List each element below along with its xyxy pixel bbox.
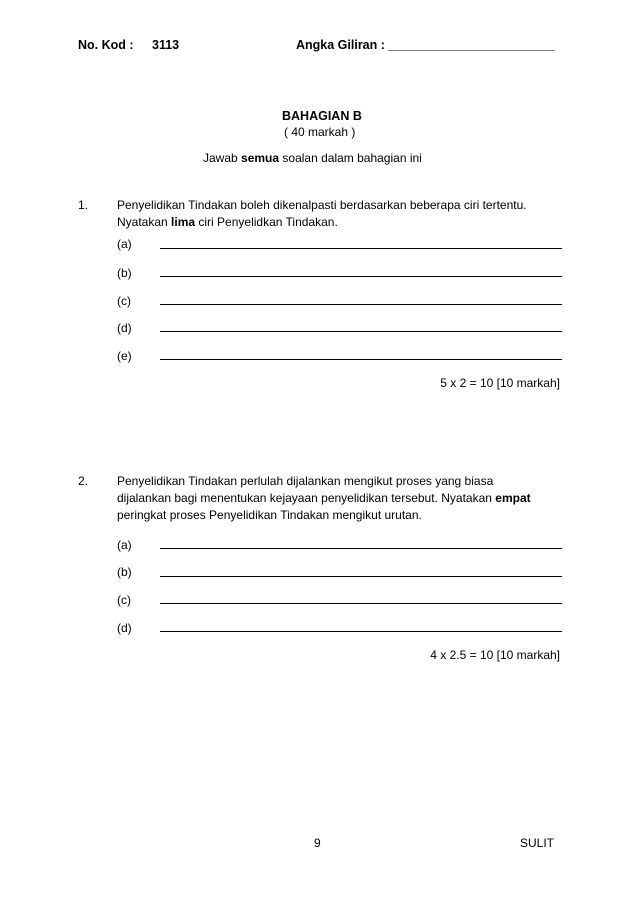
section-instruction [203,151,422,165]
section-title: BAHAGIAN B [282,109,362,123]
question-2-emphasis: empat [495,491,531,505]
angka-giliran-blank: ________________________ [388,38,555,52]
q1-item-label-c: (c) [117,294,131,308]
question-1-text [117,197,527,231]
q2-mark-scheme: 4 x 2.5 = 10 [10 markah] [430,648,560,662]
question-2-line-1: Penyelidikan Tindakan perlulah dijalankan mengikut proses yang biasa [117,474,494,488]
q2-item-label-c: (c) [117,593,131,607]
q1-mark-scheme: 5 x 2 = 10 [10 markah] [440,376,560,390]
question-2-line-2: dijalankan bagi menentukan kejayaan penyelidikan tersebut. Nyatakan empat [117,491,531,505]
page-number: 9 [314,836,321,850]
kod-value: 3113 [152,38,180,52]
q1-answer-line-b[interactable] [160,276,562,277]
q2-answer-line-a[interactable] [160,548,562,549]
q2-answer-line-c[interactable] [160,603,562,604]
angka-giliran-label: Angka Giliran : [296,38,385,52]
question-1-number: 1. [78,198,89,212]
section-marks: ( 40 markah ) [284,125,356,139]
q1-answer-line-c[interactable] [160,304,562,305]
q1-answer-line-e[interactable] [160,359,562,360]
q1-item-label-b: (b) [117,266,132,280]
q2-answer-line-d[interactable] [160,631,562,632]
question-1-emphasis: lima [171,215,196,229]
question-2-number: 2. [78,474,89,488]
question-2-text [117,473,531,524]
question-1-line-2: Nyatakan lima ciri Penyelidkan Tindakan. [117,215,338,229]
instruction-text-rest: soalan dalam bahagian ini [279,151,422,165]
instruction-text: Jawab [203,151,242,165]
question-1-line-1: Penyelidikan Tindakan boleh dikenalpasti berdasarkan beberapa ciri tertentu. [117,198,527,212]
q2-item-label-a: (a) [117,538,132,552]
q2-answer-line-b[interactable] [160,576,562,577]
kod-label: No. Kod : [78,38,134,52]
q2-item-label-b: (b) [117,565,132,579]
classification-label: SULIT [520,836,555,850]
q1-answer-line-d[interactable] [160,331,562,332]
q2-item-label-d: (d) [117,621,132,635]
question-2-line-3: peringkat proses Penyelidikan Tindakan mengikut urutan. [117,508,422,522]
q1-item-label-d: (d) [117,321,132,335]
q1-item-label-a: (a) [117,237,132,251]
q1-item-label-e: (e) [117,349,132,363]
instruction-emphasis: semua [241,151,280,165]
q1-answer-line-a[interactable] [160,248,562,249]
